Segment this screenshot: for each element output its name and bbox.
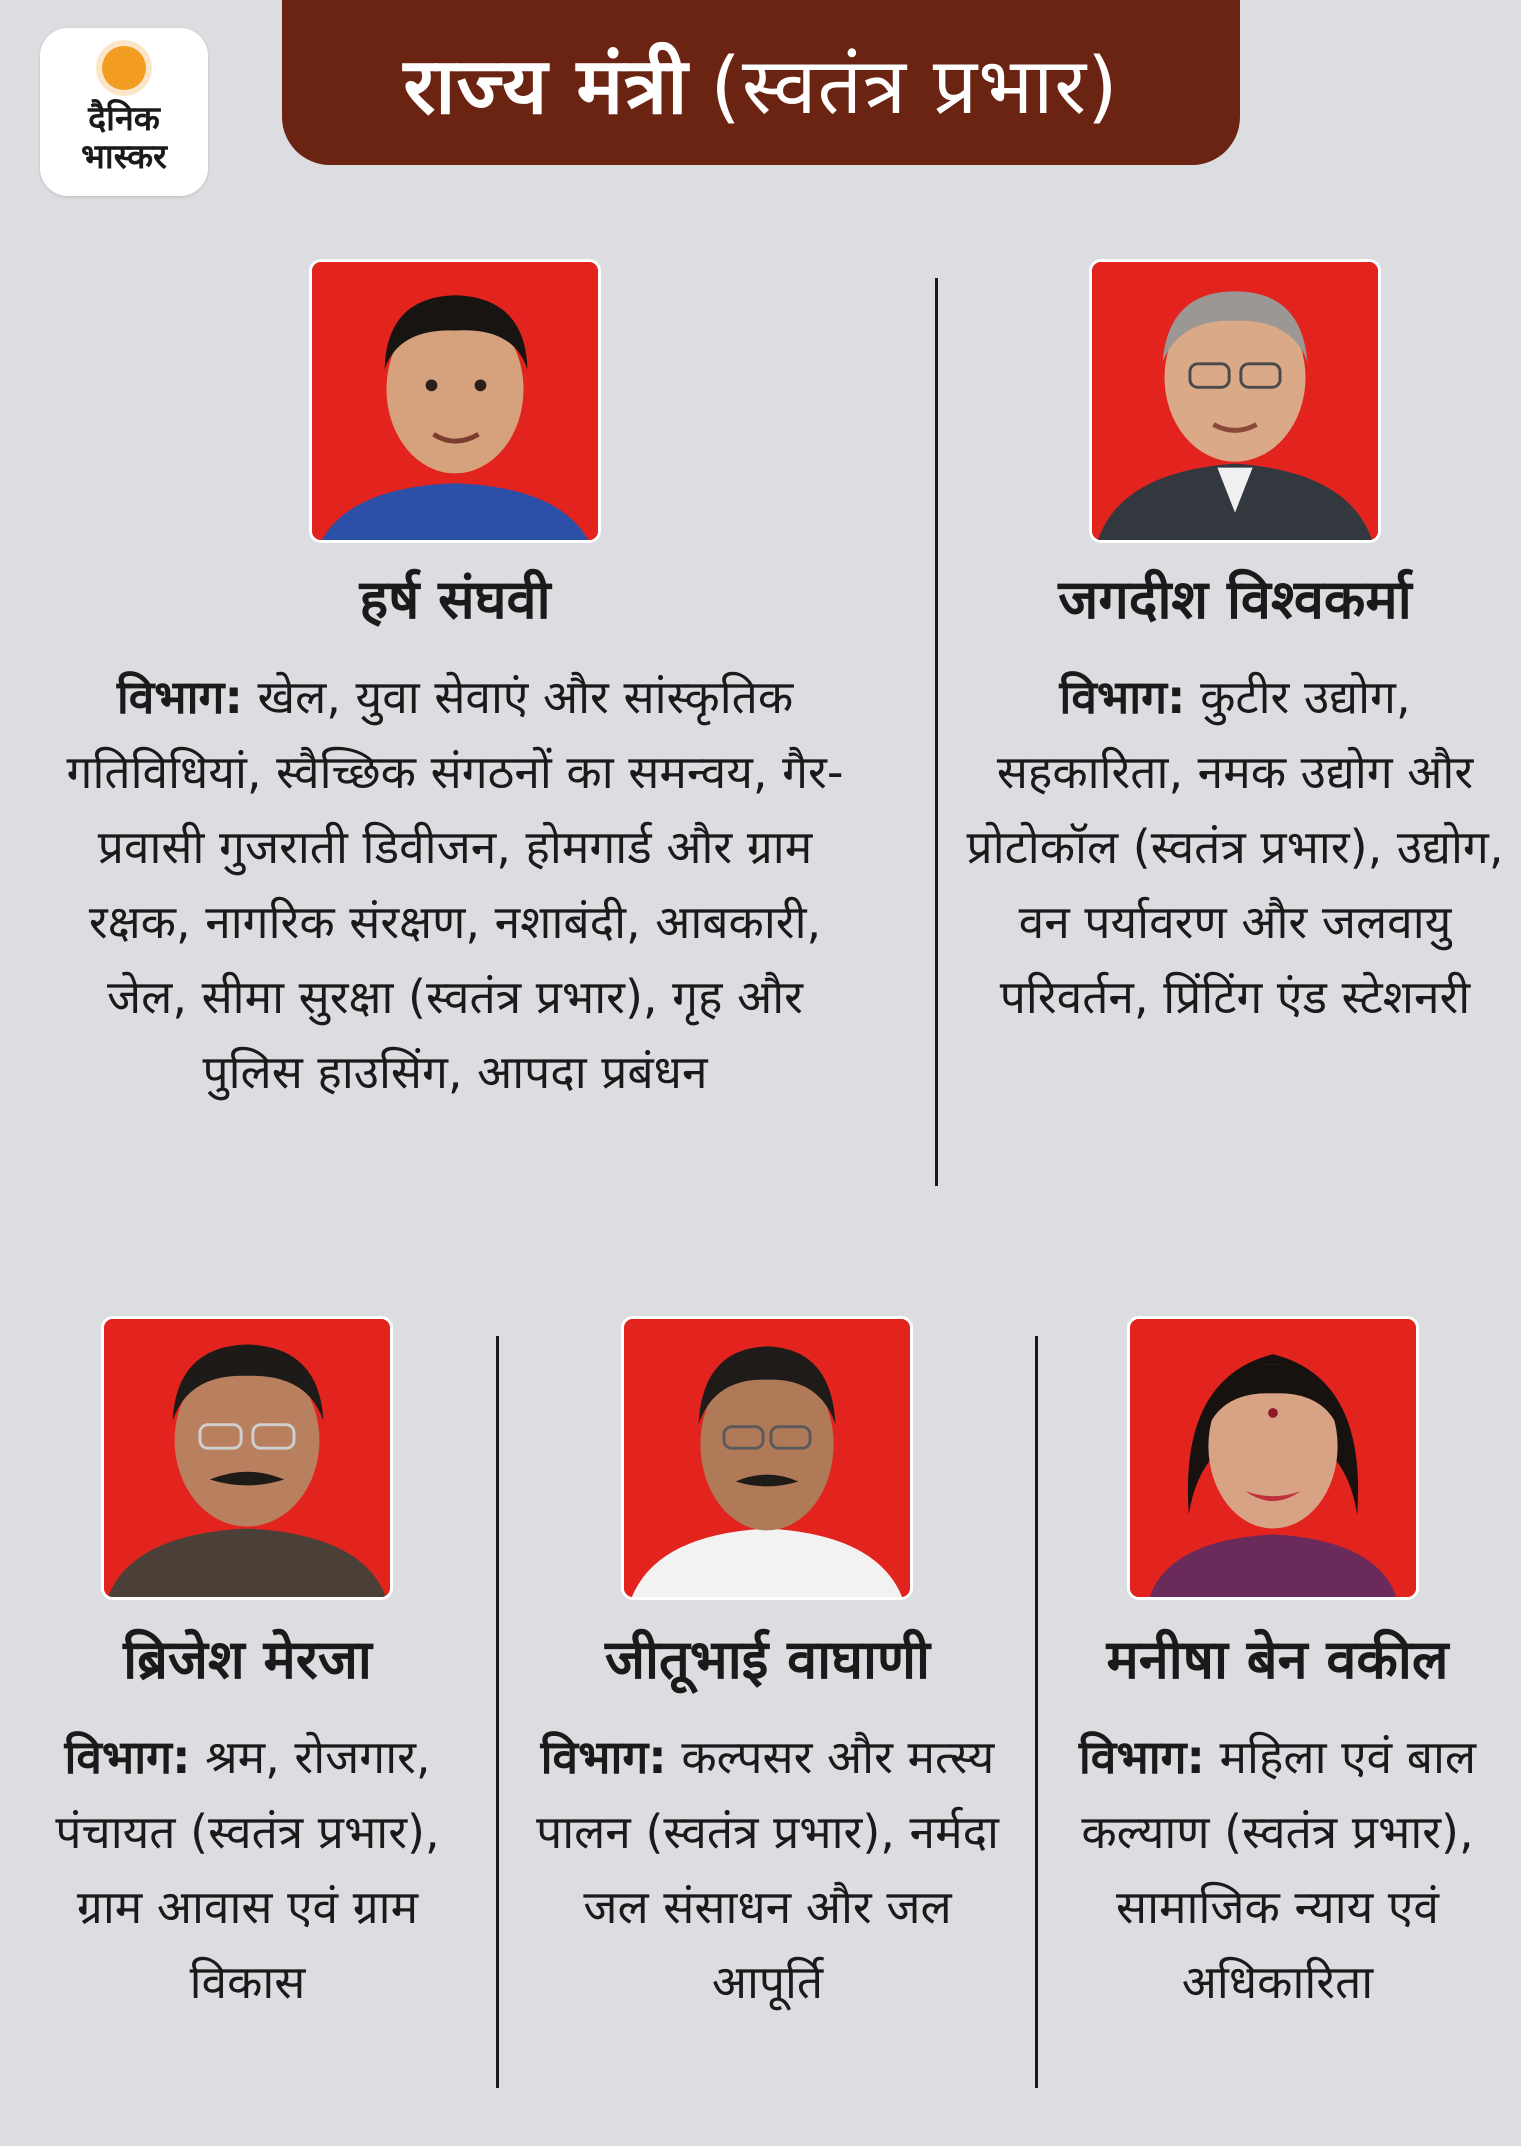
- minister-name: जगदीश विश्वकर्मा: [1058, 568, 1412, 631]
- department-text: महिला एवं बाल कल्याण (स्वतंत्र प्रभार), सामाजिक न्याय एवं अधिकारिता: [1081, 1730, 1477, 2009]
- portrait-icon: [104, 1319, 390, 1597]
- divider-top: [935, 278, 938, 1186]
- minister-department: [1055, 1720, 1500, 2020]
- department-label: विभाग:: [1059, 670, 1186, 724]
- minister-photo: [1127, 1316, 1419, 1600]
- department-label: विभाग:: [1078, 1730, 1205, 1784]
- minister-photo: [101, 1316, 393, 1600]
- minister-department: [530, 1720, 1005, 2020]
- minister-name: मनीषा बेन वकील: [1106, 1628, 1449, 1691]
- department-text: कल्पसर और मत्स्य पालन (स्वतंत्र प्रभार), नर्मदा जल संसाधन और जल आपूर्ति: [536, 1730, 999, 2009]
- minister-photo: [1089, 259, 1381, 543]
- minister-name: ब्रिजेश मेरजा: [123, 1628, 372, 1691]
- department-label: विभाग:: [64, 1730, 191, 1784]
- department-text: खेल, युवा सेवाएं और सांस्कृतिक गतिविधियां, स्वैच्छिक संगठनों का समन्वय, गैर-प्रवासी गुजराती डिवीजन, होमगार्ड और ग्राम रक्षक, नागरिक संरक्षण, नशाबंदी, आबकारी, जेल, सीमा सुरक्षा (स्वतंत्र प्रभार), गृह और पुलिस हाउसिंग, आपदा प्रबंधन: [66, 670, 844, 1099]
- minister-name: जीतूभाई वाघाणी: [604, 1628, 931, 1691]
- logo-line-2: भास्कर: [81, 137, 167, 177]
- department-label: विभाग:: [540, 1730, 667, 1784]
- header-subtitle: (स्वतंत्र प्रभार): [710, 41, 1119, 132]
- portrait-icon: [1130, 1319, 1416, 1597]
- minister-name: हर्ष संघवी: [359, 568, 551, 631]
- minister-photo: [309, 259, 601, 543]
- minister-photo: [621, 1316, 913, 1600]
- department-text: श्रम, रोजगार, पंचायत (स्वतंत्र प्रभार), ग्राम आवास एवं ग्राम विकास: [55, 1730, 440, 2009]
- header-title: राज्य मंत्री: [403, 41, 689, 132]
- minister-department: [965, 660, 1505, 1035]
- portrait-icon: [624, 1319, 910, 1597]
- sun-icon: [102, 46, 146, 90]
- header-banner: [282, 0, 1240, 165]
- department-text: कुटीर उद्योग, सहकारिता, नमक उद्योग और प्रोटोकॉल (स्वतंत्र प्रभार), उद्योग, वन पर्यावरण और जलवायु परिवर्तन, प्रिंटिंग एंड स्टेशनरी: [966, 670, 1504, 1024]
- portrait-icon: [312, 262, 598, 540]
- minister-department: [60, 660, 850, 1110]
- divider-bottom-right: [1035, 1336, 1038, 2088]
- portrait-icon: [1092, 262, 1378, 540]
- logo-line-1: दैनिक: [88, 99, 160, 139]
- divider-bottom-left: [496, 1336, 499, 2088]
- department-label: विभाग:: [116, 670, 243, 724]
- minister-department: [30, 1720, 465, 2020]
- dainik-bhaskar-logo: [40, 28, 208, 196]
